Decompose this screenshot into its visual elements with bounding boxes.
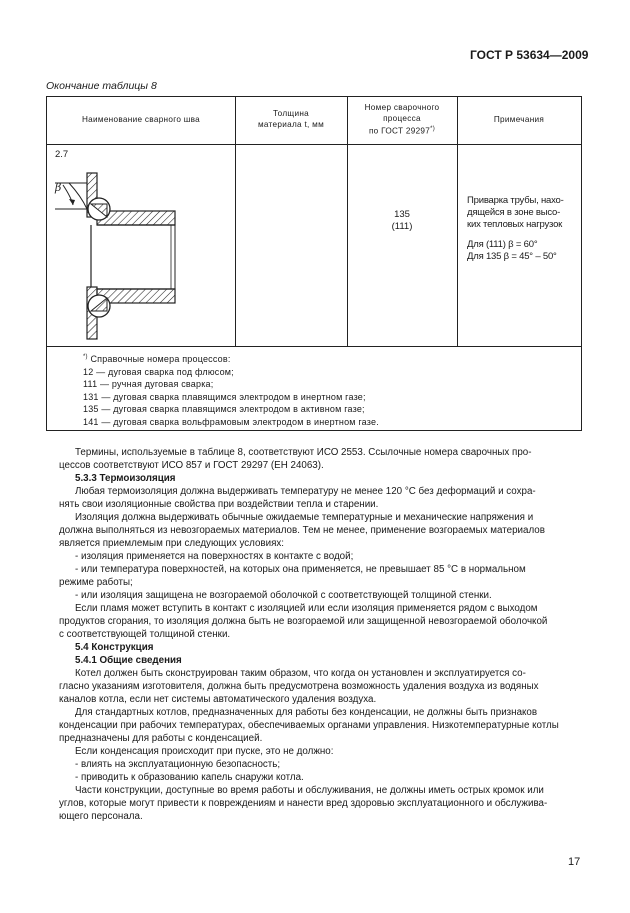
- header-weld-name: Наименование сварного шва: [81, 115, 201, 124]
- header-thickness: Толщина материала t, мм: [257, 109, 325, 129]
- footnote: *) Справочные номера процессов: 12 — дуговая сварка под флюсом; 111 — ручная дуговая сварка; 131 — дуговая сварка плавящимся электродом в инертном газе; 135 — дуговая сварка плавящимся электродом в активном газе; 141 — дуговая сварка вольфрамовым электродом в инертном газе.: [83, 354, 379, 427]
- row-number: 2.7: [55, 149, 69, 160]
- footnote-item: 111 — ручная дуговая сварка;: [83, 379, 214, 389]
- process-number-cell: 135 (111): [391, 209, 413, 232]
- weld-drawing: [47, 161, 233, 345]
- header-process-number: Номер сварочного процесса по ГОСТ 29297*): [364, 103, 440, 136]
- footnote-item: 131 — дуговая сварка плавящимся электродом в инертном газе;: [83, 391, 366, 402]
- section-5-4-heading: 5.4 Конструкция: [75, 642, 154, 653]
- notes-cell: Приварка трубы, нахо- дящейся в зоне высо- ких тепловых нагрузок Для (111) β = 60° Для 135 β = 45° – 50°: [467, 195, 564, 262]
- footnote-item: 141 — дуговая сварка вольфрамовым электродом в инертном газе.: [83, 416, 379, 427]
- footnote-item: 135 — дуговая сварка плавящимся электродом в активном газе;: [83, 404, 365, 414]
- section-5-3-3-heading: 5.3.3 Термоизоляция: [75, 473, 176, 484]
- weld-table: [46, 96, 582, 431]
- page-number: 17: [568, 856, 581, 868]
- body-text: Термины, используемые в таблице 8, соответствуют ИСО 2553. Ссылочные номера сварочных про- цессов соответствуют ИСО 857 и ГОСТ 29297 (ЕН 24063). 5.3.3 Термоизоляция Любая термоизоляция должна выдерживать температуру не менее 120 °С без деформаций и сохра- нять свои изоляционные свойства при воздействии тепла и старении. Изоляция должна выдерживать обычные ожидаемые температурные и механические напряжения и должна выполняться из невозгораемых материалов. Тем не менее, применение возгораемых материалов является приемлемым при следующих условиях: - изоляция применяется на поверхностях в контакте с водой; - или температура поверхностей, на которых она применяется, не превышает 85 °С в нормальном режиме работы; - или изоляция защищена не возгораемой оболочкой с соответствующей толщиной стенки. Если пламя может вступить в контакт с изоляцией или если изоляция применяется рядом с выходом продуктов сгорания, то изоляция должна быть не возгораемой или защищенной невозгораемой оболочкой с соответствующей толщиной стенки. 5.4 Конструкция 5.4.1 Общие сведения Котел должен быть сконструирован таким образом, что когда он установлен и эксплуатируется со- гласно указаниям изготовителя, должна быть предусмотрена возможность удаления воздуха из водяных каналов котла, если нет системы автоматического удаления воздуха. Для стандартных котлов, предназначенных для работы без конденсации, не должны быть признаков конденсации при рабочих температурах, обеспечиваемых органами управления. Низкотемпературные котлы предназначены для работы с конденсацией. Если конденсация происходит при пуске, это не должно: - влиять на эксплуатационную безопасность; - приводить к образованию капель снаружи котла. Части конструкции, доступные во время работы и обслуживания, не должны иметь острых кромок или углов, которые могут привести к повреждениям и нанести вред здоровью эксплуатационного и обслужива- ющего персонала.: [59, 446, 584, 823]
- header-notes: Примечания: [493, 115, 545, 124]
- standard-code: ГОСТ Р 53634—2009: [470, 48, 589, 62]
- beta-label: β: [55, 181, 62, 194]
- section-5-4-1-heading: 5.4.1 Общие сведения: [75, 655, 182, 666]
- table-continuation-label: Окончание таблицы 8: [46, 80, 157, 92]
- footnote-item: 12 — дуговая сварка под флюсом;: [83, 366, 234, 377]
